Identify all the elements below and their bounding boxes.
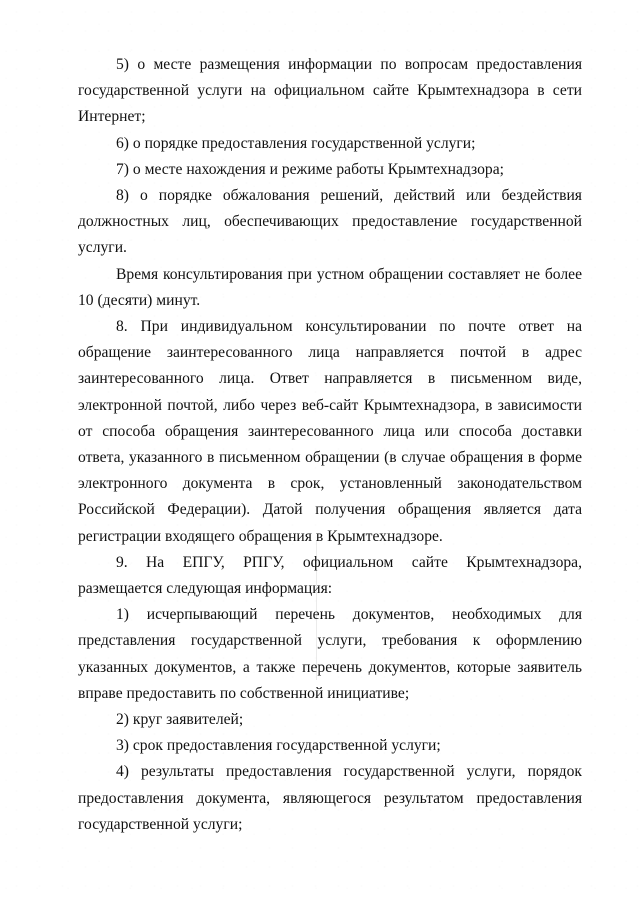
paragraph-list-2: 2) круг заявителей; xyxy=(116,711,244,729)
paragraph-list-3: 3) срок предоставления государственной услуги; xyxy=(116,737,441,755)
paragraph-consultation-time: Время консультирования при устном обращении составляет не более 10 (десяти) минут. xyxy=(78,265,582,309)
paragraph-list-1: 1) исчерпывающий перечень документов, необходимых для представления государственной услуги, требования к оформлению указанных документов, а также перечень документов, которые заявитель вправе предоставить по собственной инициативе; xyxy=(78,606,582,702)
paragraph-item-6: 6) о порядке предоставления государственной услуги; xyxy=(116,134,476,152)
paragraph-item-5: 5) о месте размещения информации по вопросам предоставления государственной услуги на официальном сайте Крымтехнадзора в сети Интернет; xyxy=(78,56,582,126)
document-body xyxy=(78,52,582,838)
paragraph-item-7: 7) о месте нахождения и режиме работы Крымтехнадзора; xyxy=(116,160,504,178)
paragraph-section-9: 9. На ЕПГУ, РПГУ, официальном сайте Крымтехнадзора, размещается следующая информация: xyxy=(78,553,582,598)
paragraph-item-8: 8) о порядке обжалования решений, действий или бездействия должностных лиц, обеспечивающих предоставление государственной услуги. xyxy=(78,187,582,257)
paragraph-list-4: 4) результаты предоставления государственной услуги, порядок предоставления документа, являющегося результатом предоставления государственной услуги; xyxy=(78,763,582,833)
paragraph-section-8: 8. При индивидуальном консультировании по почте ответ на обращение заинтересованного лица направляется почтой в адрес заинтересованного лица. Ответ направляется в письменном виде, электронной почтой, либо через веб-сайт Крымтехнадзора, в зависимости от способа обращения заинтересованного лица или способа доставки ответа, указанного в письменном обращении (в случае обращения в форме электронного документа в срок, установленный законодательством Российской Федерации). Датой получения обращения является дата регистрации входящего обращения в Крымтехнадзоре. xyxy=(78,318,582,545)
